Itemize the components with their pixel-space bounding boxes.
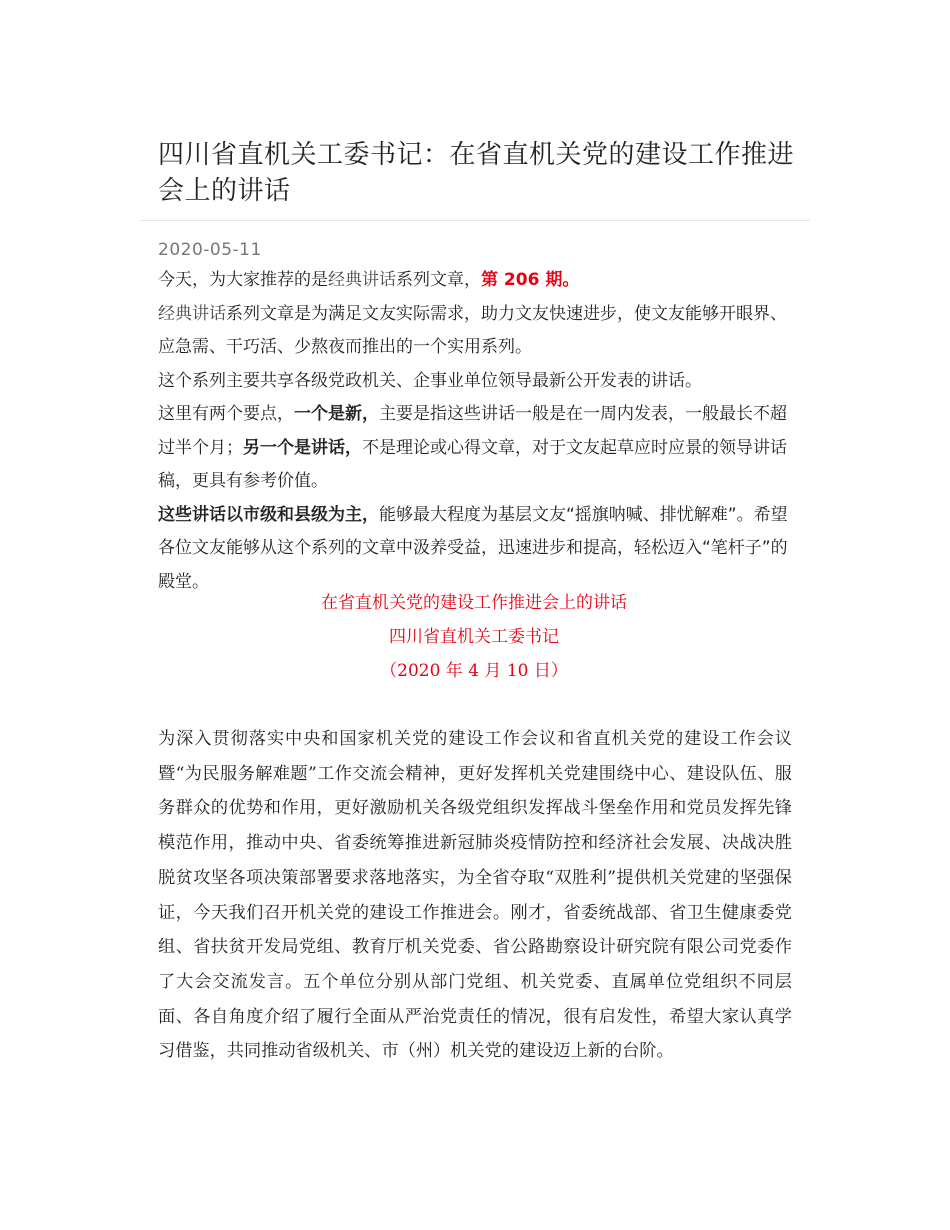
intro-section [158, 264, 798, 599]
publish-date: 2020-05-11 [158, 240, 262, 260]
issue-number: 第 206 期。 [481, 270, 580, 290]
intro-text: 不是理论或心得文章，对于文友起草应时应景的领导讲话稿，更具有参考价值。 [158, 437, 787, 491]
intro-paragraph-4 [158, 398, 798, 499]
speech-body: 为深入贯彻落实中央和国家机关党的建设工作会议和省直机关党的建设工作会议暨“为民服务解难题”工作交流会精神，更好发挥机关党建围绕中心、建设队伍、服务群众的优势和作用，更好激励机关各级党组织发挥战斗堡垒作用和党员发挥先锋模范作用，推动中央、省委统筹推进新冠肺炎疫情防控和经济社会发展、决战决胜脱贫攻坚各项决策部署要求落地落实，为全省夺取“双胜利”提供机关党建的坚强保证，今天我们召开机关党的建设工作推进会。刚才，省委统战部、省卫生健康委党组、省扶贫开发局党组、教育厅机关党委、省公路勘察设计研究院有限公司党委作了大会交流发言。五个单位分别从部门党组、机关党委、直属单位党组织不同层面、各自角度介绍了履行全面从严治党责任的情况，很有启发性，希望大家认真学习借鉴，共同推动省级机关、市（州）机关党的建设迈上新的台阶。 [158, 729, 792, 1062]
intro-text: 系列文章， [396, 270, 481, 290]
title-divider [140, 220, 810, 221]
speech-date: （2020 年 4 月 10 日） [380, 661, 568, 681]
intro-text: 今天，为大家推荐的是 [158, 270, 328, 290]
intro-text: 系列文章是为满足文友实际需求，助力文友快速进步，使文友能够开眼界、应急需、干巧活、少熬夜而推出的一个实用系列。 [158, 303, 787, 357]
key-point: 一个是新， [294, 404, 379, 424]
article-title: 四川省直机关工委书记：在省直机关党的建设工作推进会上的讲话 [158, 140, 795, 206]
speech-header [158, 586, 790, 688]
intro-text: 能够最大程度为基层文友“摇旗呐喊、排忧解难”。希望各位文友能够从这个系列的文章中汲养受益，迅速进步和提高，轻松迈入“笔杆子”的殿堂。 [158, 504, 788, 592]
speech-speaker: 四川省直机关工委书记 [389, 627, 559, 647]
key-point: 这些讲话以市级和县级为主， [158, 504, 379, 525]
series-name: 经典讲话 [158, 303, 226, 324]
intro-text: 主要是指这些讲话一般是在一周内发表，一般最长不超过半个月； [158, 404, 787, 458]
intro-paragraph-1 [158, 264, 798, 298]
intro-paragraph-3: 这个系列主要共享各级党政机关、企事业单位领导最新公开发表的讲话。 [158, 370, 702, 391]
intro-paragraph-2 [158, 298, 798, 365]
key-point: 另一个是讲话， [243, 437, 362, 458]
speech-title: 在省直机关党的建设工作推进会上的讲话 [321, 593, 627, 613]
series-name: 经典讲话 [328, 270, 396, 290]
intro-text: 这里有两个要点， [158, 404, 294, 424]
intro-paragraph-5 [158, 499, 798, 600]
